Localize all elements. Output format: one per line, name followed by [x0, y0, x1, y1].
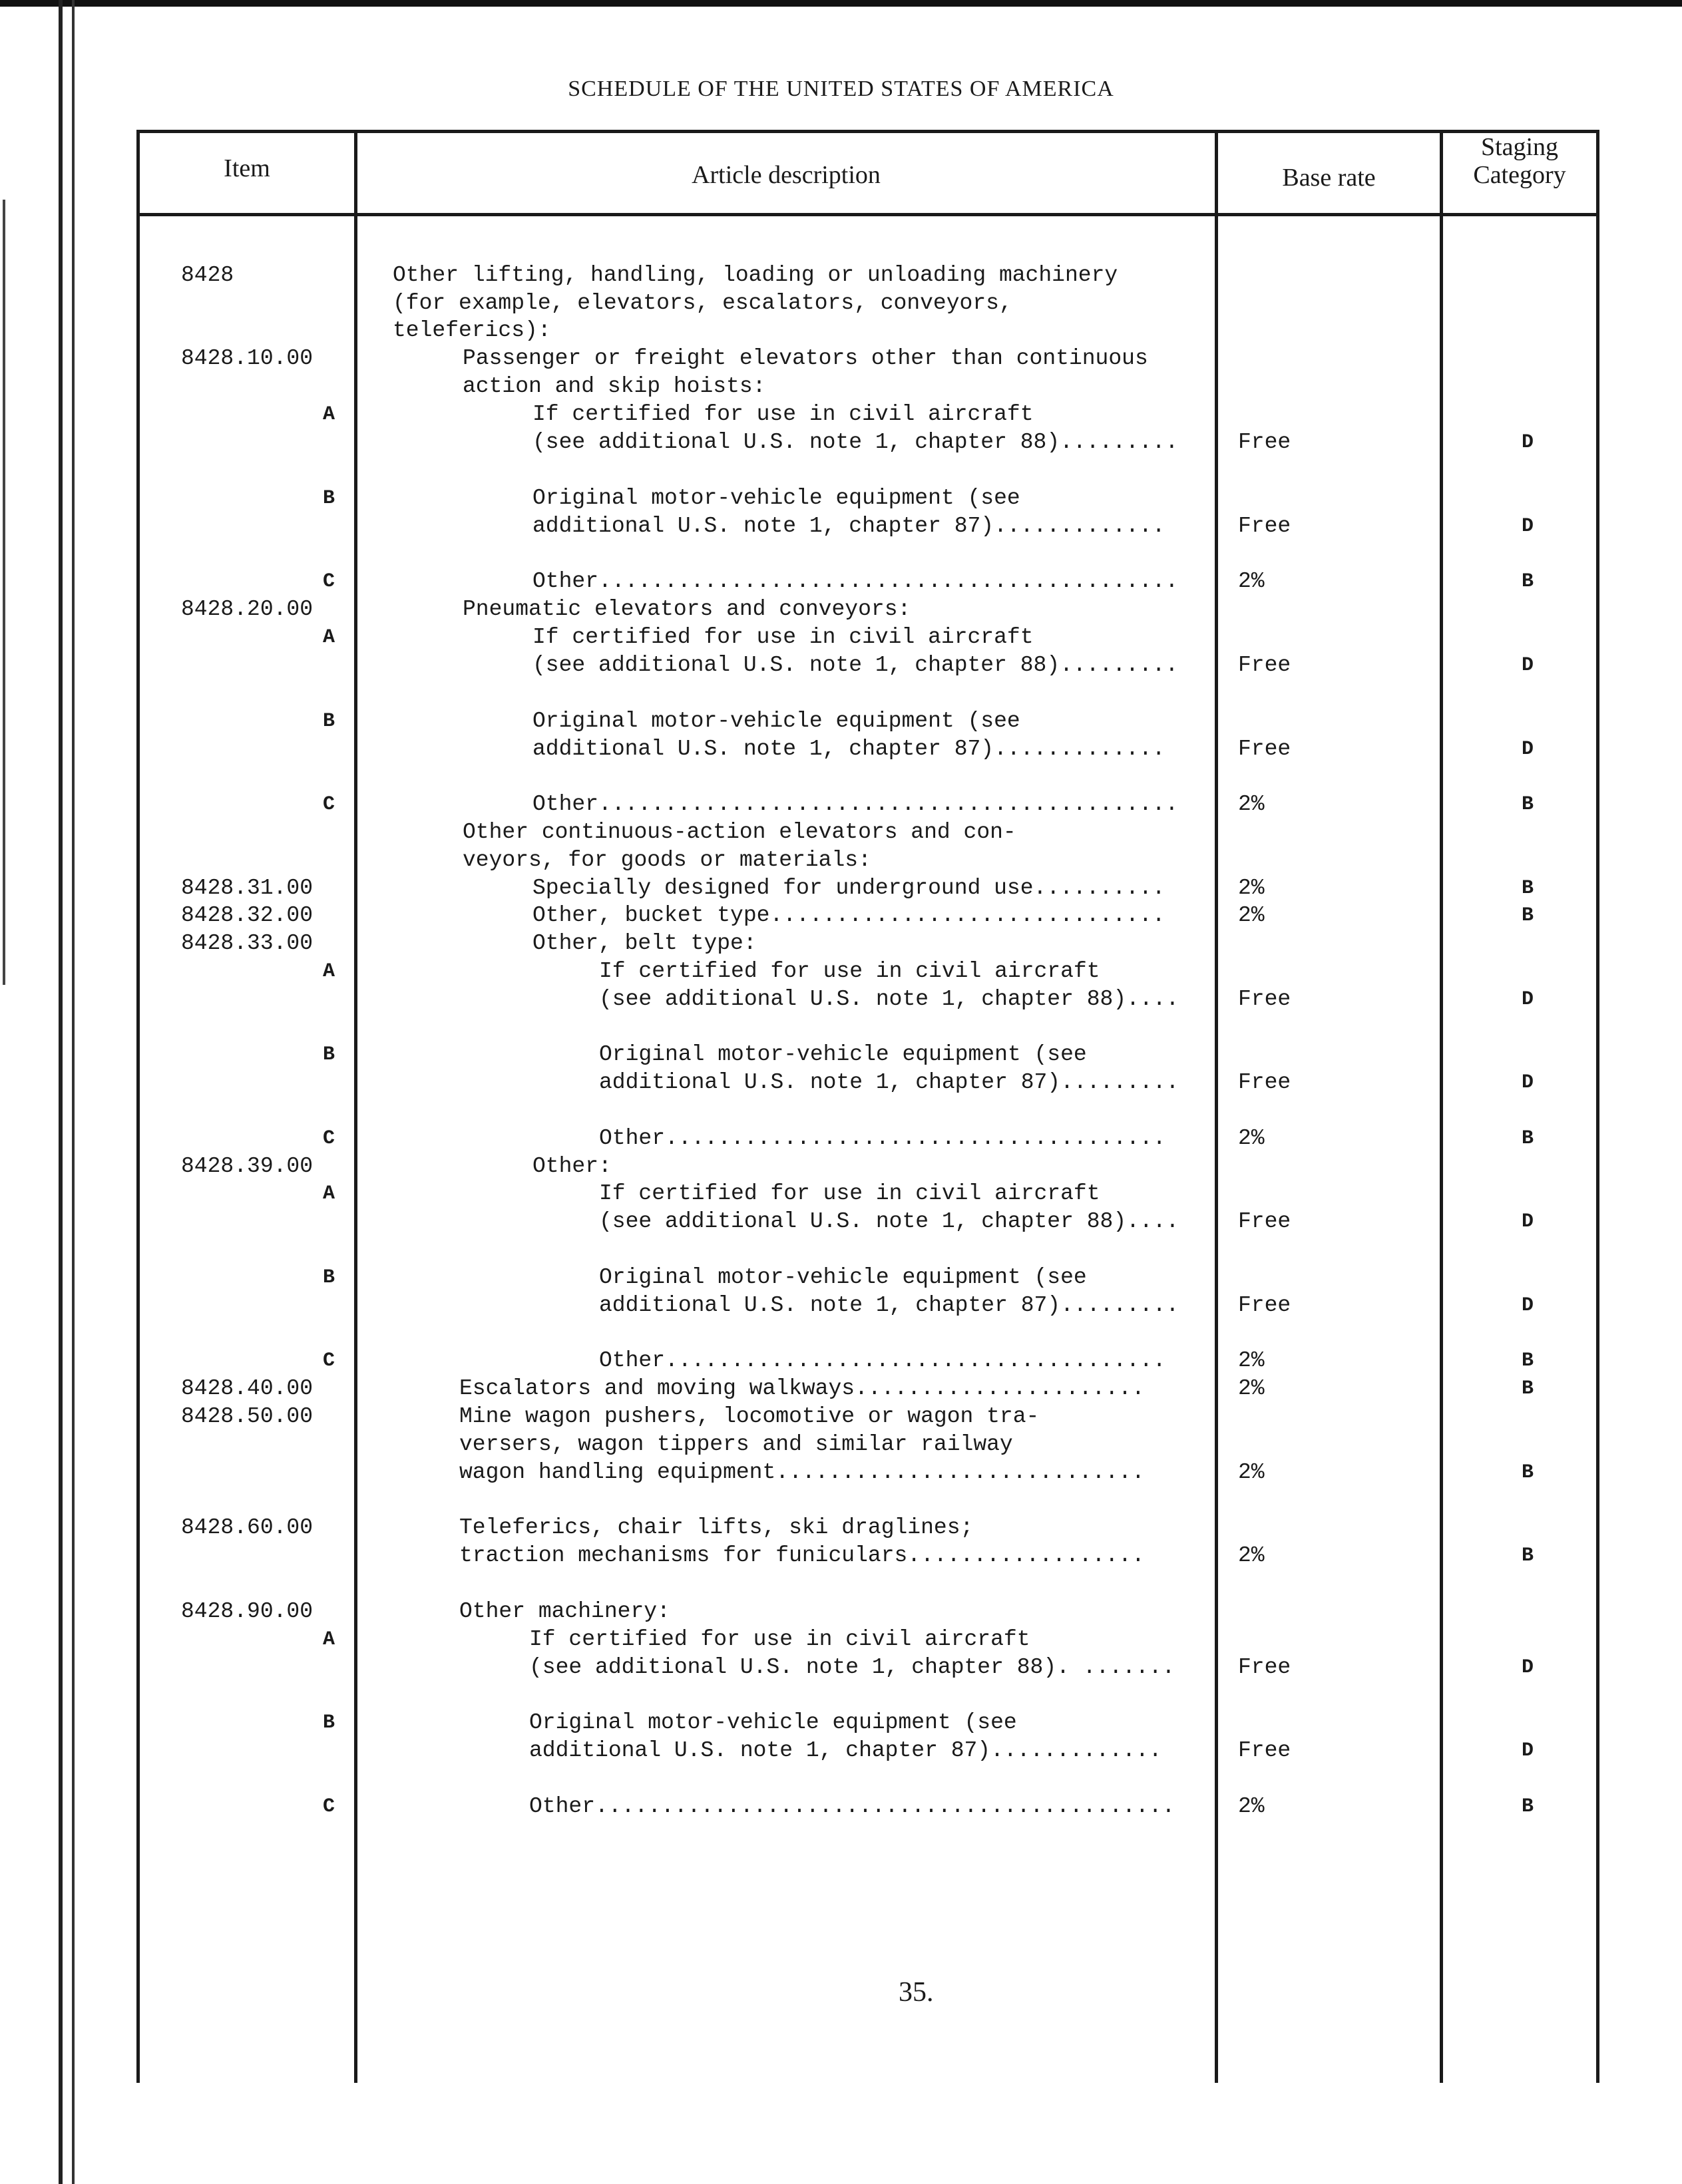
- header-base-rate: Base rate: [1282, 164, 1376, 192]
- article-description: action and skip hoists:: [463, 374, 766, 399]
- article-description: Other............................................: [532, 569, 1179, 594]
- article-description: veyors, for goods or materials:: [463, 848, 871, 872]
- staging-category-value: B: [1521, 904, 1534, 927]
- subitem-letter: B: [322, 1712, 335, 1734]
- subitem-letter: C: [322, 1350, 335, 1372]
- base-rate-value: 2%: [1238, 1348, 1265, 1373]
- base-rate-value: Free: [1238, 737, 1291, 761]
- staging-category-value: D: [1521, 431, 1534, 454]
- staging-category-value: B: [1521, 1377, 1534, 1400]
- staging-category-value: D: [1521, 1294, 1534, 1317]
- base-rate-value: Free: [1238, 1655, 1291, 1680]
- article-description: Other, bucket type..............................: [532, 903, 1165, 928]
- article-description: Pneumatic elevators and conveyors:: [463, 597, 911, 622]
- staging-category-value: D: [1521, 515, 1534, 538]
- article-description: (see additional U.S. note 1, chapter 88)....: [599, 987, 1179, 1011]
- article-description: additional U.S. note 1, chapter 87).............: [529, 1738, 1162, 1763]
- article-description: (see additional U.S. note 1, chapter 88).........: [532, 430, 1179, 455]
- article-description: additional U.S. note 1, chapter 87).........: [599, 1293, 1179, 1318]
- subitem-letter: B: [322, 1043, 335, 1066]
- item-code: 8428.31.00: [181, 876, 314, 900]
- article-description: Mine wagon pushers, locomotive or wagon tra-: [459, 1404, 1040, 1429]
- subitem-letter: C: [322, 1795, 335, 1818]
- item-code: 8428.60.00: [181, 1515, 314, 1540]
- item-code: 8428.39.00: [181, 1154, 314, 1179]
- article-description: Original motor-vehicle equipment (see: [599, 1042, 1087, 1067]
- base-rate-value: Free: [1238, 1209, 1291, 1234]
- article-description: If certified for use in civil aircraft: [599, 1181, 1100, 1206]
- staging-category-value: D: [1521, 1210, 1534, 1233]
- article-description: Other continuous-action elevators and con-: [463, 820, 1016, 844]
- base-rate-value: 2%: [1238, 792, 1265, 817]
- page-title: SCHEDULE OF THE UNITED STATES OF AMERICA: [568, 77, 1114, 101]
- article-description: teleferics):: [393, 318, 551, 343]
- article-description: Original motor-vehicle equipment (see: [529, 1710, 1017, 1735]
- staging-category-value: B: [1521, 1795, 1534, 1818]
- article-description: Other:: [532, 1154, 612, 1179]
- item-code: 8428.40.00: [181, 1376, 314, 1401]
- item-code: 8428.32.00: [181, 903, 314, 928]
- article-description: (for example, elevators, escalators, conveyors,: [393, 291, 1012, 315]
- article-description: versers, wagon tippers and similar railway: [459, 1432, 1013, 1457]
- base-rate-value: 2%: [1238, 876, 1265, 900]
- scan-edge: [3, 200, 5, 985]
- base-rate-value: Free: [1238, 514, 1291, 538]
- base-rate-value: Free: [1238, 987, 1291, 1011]
- header-item: Item: [224, 154, 270, 182]
- subitem-letter: B: [322, 487, 335, 510]
- subitem-letter: C: [322, 1127, 335, 1150]
- base-rate-value: Free: [1238, 1293, 1291, 1318]
- subitem-letter: A: [322, 1183, 335, 1205]
- staging-category-value: D: [1521, 1739, 1534, 1762]
- article-description: Other............................................: [529, 1794, 1175, 1819]
- item-code: 8428.33.00: [181, 931, 314, 956]
- staging-category-value: B: [1521, 1545, 1534, 1567]
- binding-edge: [59, 0, 63, 2184]
- article-description: Original motor-vehicle equipment (see: [532, 709, 1020, 733]
- base-rate-value: 2%: [1238, 1126, 1265, 1151]
- page-number: 35.: [899, 1977, 934, 2008]
- base-rate-value: Free: [1238, 1070, 1291, 1095]
- article-description: Other......................................: [599, 1348, 1166, 1373]
- article-description: Other............................................: [532, 792, 1179, 817]
- item-code: 8428.20.00: [181, 597, 314, 622]
- rate-column-divider: [1440, 130, 1443, 2083]
- table-right-border: [1596, 130, 1599, 2083]
- staging-category-value: B: [1521, 1461, 1534, 1484]
- binding-edge-inner: [72, 0, 75, 2184]
- article-description: Teleferics, chair lifts, ski draglines;: [459, 1515, 974, 1540]
- staging-category-value: B: [1521, 793, 1534, 816]
- staging-category-value: D: [1521, 988, 1534, 1011]
- base-rate-value: 2%: [1238, 1543, 1265, 1568]
- article-description: Other machinery:: [459, 1599, 670, 1624]
- article-description: Passenger or freight elevators other than continuous: [463, 346, 1148, 371]
- article-description: traction mechanisms for funiculars..................: [459, 1543, 1145, 1568]
- article-description: If certified for use in civil aircraft: [599, 959, 1100, 984]
- article-description: additional U.S. note 1, chapter 87).............: [532, 737, 1165, 761]
- base-rate-value: Free: [1238, 1738, 1291, 1763]
- article-description: Original motor-vehicle equipment (see: [532, 486, 1020, 510]
- article-description: If certified for use in civil aircraft: [532, 625, 1034, 649]
- base-rate-value: Free: [1238, 430, 1291, 455]
- subitem-letter: B: [322, 710, 335, 733]
- base-rate-value: Free: [1238, 653, 1291, 677]
- article-description: If certified for use in civil aircraft: [532, 402, 1034, 427]
- base-rate-value: 2%: [1238, 569, 1265, 594]
- top-border: [0, 0, 1682, 7]
- base-rate-value: 2%: [1238, 1460, 1265, 1485]
- article-description: Other lifting, handling, loading or unloading machinery: [393, 263, 1118, 287]
- staging-category-value: B: [1521, 570, 1534, 593]
- item-column-divider: [354, 130, 357, 2083]
- base-rate-value: 2%: [1238, 1794, 1265, 1819]
- staging-category-value: B: [1521, 877, 1534, 900]
- article-description: Other......................................: [599, 1126, 1166, 1151]
- subitem-letter: A: [322, 960, 335, 983]
- staging-category-value: B: [1521, 1350, 1534, 1372]
- subitem-letter: B: [322, 1266, 335, 1289]
- table-left-border: [136, 130, 140, 2083]
- article-description: additional U.S. note 1, chapter 87).........: [599, 1070, 1179, 1095]
- article-description: (see additional U.S. note 1, chapter 88).........: [532, 653, 1179, 677]
- article-description: Other, belt type:: [532, 931, 757, 956]
- article-description: Original motor-vehicle equipment (see: [599, 1265, 1087, 1290]
- article-description: Escalators and moving walkways......................: [459, 1376, 1145, 1401]
- staging-category-value: D: [1521, 1071, 1534, 1094]
- subitem-letter: C: [322, 793, 335, 816]
- header-description: Article description: [692, 161, 881, 189]
- item-code: 8428.90.00: [181, 1599, 314, 1624]
- article-description: (see additional U.S. note 1, chapter 88). .......: [529, 1655, 1175, 1680]
- article-description: wagon handling equipment............................: [459, 1460, 1145, 1485]
- header-staging-category: Staging Category: [1473, 133, 1566, 189]
- article-description: (see additional U.S. note 1, chapter 88)....: [599, 1209, 1179, 1234]
- staging-category-value: D: [1521, 1656, 1534, 1679]
- base-rate-value: 2%: [1238, 1376, 1265, 1401]
- subitem-letter: A: [322, 1628, 335, 1651]
- base-rate-value: 2%: [1238, 903, 1265, 928]
- staging-category-value: D: [1521, 654, 1534, 677]
- item-code: 8428: [181, 263, 234, 287]
- subitem-letter: A: [322, 403, 335, 426]
- subitem-letter: C: [322, 570, 335, 593]
- article-description: If certified for use in civil aircraft: [529, 1627, 1030, 1652]
- staging-category-value: D: [1521, 738, 1534, 761]
- subitem-letter: A: [322, 626, 335, 649]
- item-code: 8428.50.00: [181, 1404, 314, 1429]
- item-code: 8428.10.00: [181, 346, 314, 371]
- description-column-divider: [1215, 130, 1218, 2083]
- article-description: Specially designed for underground use..........: [532, 876, 1165, 900]
- article-description: additional U.S. note 1, chapter 87).............: [532, 514, 1165, 538]
- staging-category-value: B: [1521, 1127, 1534, 1150]
